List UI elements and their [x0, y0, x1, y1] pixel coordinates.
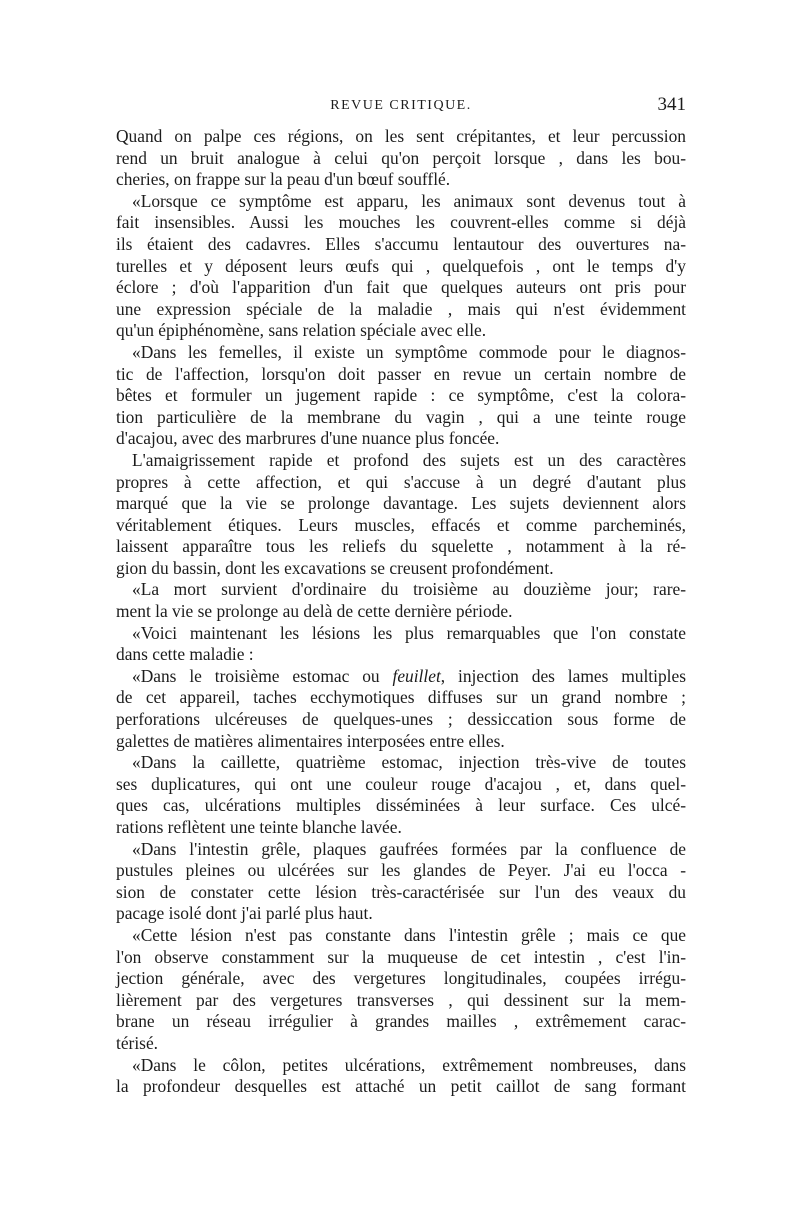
text-line: pustules pleines ou ulcérées sur les glandes de Peyer. J'ai eu l'occa - — [116, 860, 686, 881]
text-line: véritablement étiques. Leurs muscles, effacés et comme parcheminés, — [116, 514, 686, 535]
text-line: «Dans les femelles, il existe un symptôme commode pour le diagnos- — [132, 341, 686, 362]
italic-term: feuillet — [392, 665, 441, 686]
text-line: L'amaigrissement rapide et profond des sujets est un des caractères — [132, 449, 686, 470]
text-line: brane un réseau irrégulier à grandes mailles , extrêmement carac- — [116, 1011, 686, 1032]
text-line: fait insensibles. Aussi les mouches les couvrent-elles comme si déjà — [116, 212, 686, 233]
text-line: rations reflètent une teinte blanche lavée. — [116, 817, 402, 837]
text-line: sion de constater cette lésion très-caractérisée sur l'un des veaux du — [116, 881, 686, 902]
text-line: rend un bruit analogue à celui qu'on perçoit lorsque , dans les bou- — [116, 147, 686, 168]
text-line: galettes de matières alimentaires interposées entre elles. — [116, 730, 505, 751]
text-line: la profondeur desquelles est attaché un petit caillot de sang formant — [116, 1076, 686, 1097]
text-line: éclore ; d'où l'apparition d'un fait que quelques auteurs ont pris pour — [116, 277, 686, 298]
text-line: turelles et y déposent leurs œufs qui , quelquefois , ont le temps d'y — [116, 255, 686, 276]
text-line: «Cette lésion n'est pas constante dans l'intestin grêle ; mais ce que — [132, 924, 686, 945]
text-line: ment la vie se prolonge au delà de cette dernière période. — [116, 601, 513, 622]
text-line: tion particulière de la membrane du vagin , qui a une teinte rouge — [116, 406, 686, 427]
text-line: l'on observe constamment sur la muqueuse de cet intestin , c'est l'in- — [116, 946, 686, 967]
text-line: marqué que la vie se prolonge davantage. Les sujets deviennent alors — [116, 493, 686, 514]
text-line: lièrement par des vergetures transverses , qui dessinent sur la mem- — [116, 989, 686, 1010]
text-line: «Lorsque ce symptôme est apparu, les animaux sont devenus tout à — [132, 190, 686, 211]
text-line: dans cette maladie : — [116, 644, 254, 665]
text-line: tic de l'affection, lorsqu'on doit passer en revue un certain nombre de — [116, 363, 686, 384]
text-line: térisé. — [116, 1032, 159, 1053]
text-line: «La mort survient d'ordinaire du troisième au douzième jour; rare- — [132, 579, 686, 600]
text-line: qu'un épiphénomène, sans relation spéciale avec elle. — [116, 320, 487, 341]
text-line: «Dans le côlon, petites ulcérations, extrêmement nombreuses, dans — [132, 1054, 686, 1075]
text-line: «Dans le troisième estomac ou feuillet, injection des lames multiples — [132, 665, 686, 686]
body-text — [116, 126, 686, 1098]
text-line: d'acajou, avec des marbrures d'une nuance plus foncée. — [116, 428, 500, 449]
text-line: propres à cette affection, et qui s'accuse à un degré d'autant plus — [116, 471, 686, 492]
text-line: «Voici maintenant les lésions les plus remarquables que l'on constate — [132, 622, 686, 643]
text-line: «Dans l'intestin grêle, plaques gaufrées formées par la confluence de — [132, 838, 686, 859]
text-line: laissent apparaître tous les reliefs du squelette , notamment à la ré- — [116, 536, 686, 557]
text-line: pacage isolé dont j'ai parlé plus haut. — [116, 903, 373, 924]
text-line: ils étaient des cadavres. Elles s'accumu lentautour des ouvertures na- — [116, 233, 686, 254]
text-line: «Dans la caillette, quatrième estomac, injection très-vive de toutes — [132, 752, 686, 773]
text-line: une expression spéciale de la maladie , mais qui n'est évidemment — [116, 298, 686, 319]
running-title: REVUE CRITIQUE. — [330, 98, 472, 113]
text-line: ques cas, ulcérations multiples disséminées à leur surface. Ces ulcé- — [116, 795, 686, 816]
page-number: 341 — [657, 94, 686, 115]
text-line: gion du bassin, dont les excavations se creusent profondément. — [116, 557, 554, 578]
text-line: jection générale, avec des vergetures longitudinales, coupées irrégu- — [116, 968, 686, 989]
running-head — [116, 94, 686, 120]
text-line: ses duplicatures, qui ont une couleur rouge d'acajou , et, dans quel- — [116, 773, 686, 794]
text-line: bêtes et formuler un jugement rapide : ce symptôme, c'est la colora- — [116, 385, 686, 406]
text-line: perforations ulcéreuses de quelques-unes ; dessiccation sous forme de — [116, 709, 686, 730]
text-line: cheries, on frappe sur la peau d'un bœuf soufflé. — [116, 169, 451, 190]
text-line: Quand on palpe ces régions, on les sent crépitantes, et leur percussion — [116, 126, 686, 146]
book-page — [116, 94, 686, 1098]
text-line: de cet appareil, taches ecchymotiques diffuses sur un grand nombre ; — [116, 687, 686, 708]
